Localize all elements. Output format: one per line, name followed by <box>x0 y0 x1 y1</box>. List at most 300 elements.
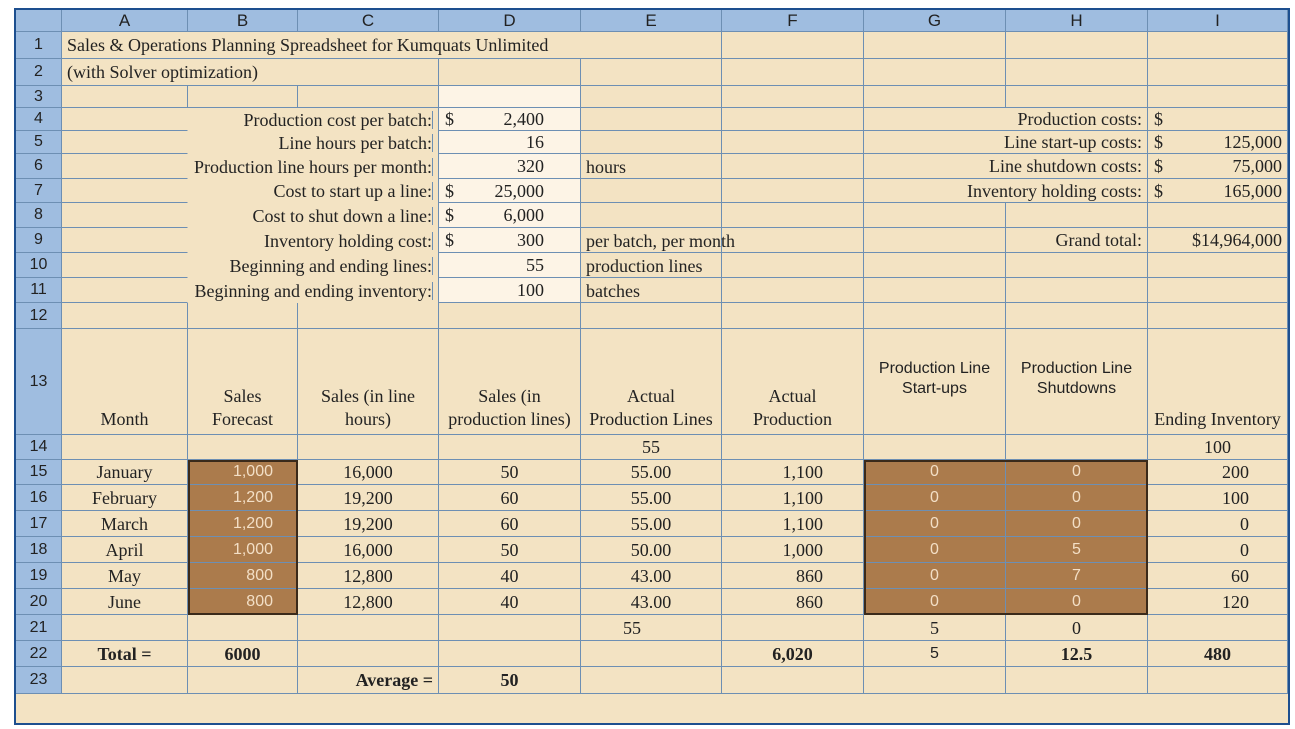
title-cell-text: Sales & Operations Planning Spreadsheet for Kumquats Unlimited <box>67 35 549 55</box>
param-value-4[interactable] <box>439 108 581 131</box>
average-cell-9[interactable] <box>1148 667 1288 694</box>
cell-9-10[interactable] <box>1148 253 1288 278</box>
param-label-6-text: Production line hours per month: <box>194 156 432 177</box>
cell-line-hours-may[interactable] <box>298 563 439 589</box>
cell-shutdowns-may[interactable] <box>1006 563 1148 589</box>
cell-14-1[interactable] <box>62 435 188 460</box>
cell-empty-12-6[interactable] <box>722 303 864 329</box>
param-label-4[interactable] <box>62 108 439 131</box>
row-header-10[interactable] <box>16 253 62 278</box>
row-header-label: 2 <box>34 63 43 80</box>
header-prod-lines[interactable] <box>439 329 581 435</box>
average-cell-1[interactable] <box>62 667 188 694</box>
cost-value-text: 165,000 <box>1223 180 1282 201</box>
row-header-label: 10 <box>29 256 48 273</box>
header-month[interactable] <box>62 329 188 435</box>
param-label-11-text: Beginning and ending inventory: <box>194 280 432 301</box>
cost-value-text: 75,000 <box>1232 156 1282 176</box>
cell-empty-12-2[interactable] <box>188 303 298 329</box>
column-header-i[interactable] <box>1148 10 1288 32</box>
cell-7-12[interactable] <box>864 303 1006 329</box>
row-header-label: 12 <box>29 306 48 324</box>
cell-8-2[interactable] <box>1006 59 1148 86</box>
row-header-label: 8 <box>34 206 43 223</box>
cell-prod-lines-january[interactable] <box>439 460 581 485</box>
row-header-11[interactable] <box>16 278 62 303</box>
cell-empty-3-5[interactable] <box>581 86 722 108</box>
cell-6-8[interactable] <box>722 203 864 228</box>
cell-actual-prod-february[interactable] <box>722 485 864 511</box>
cell-forecast-april-text: 1,000 <box>232 540 273 558</box>
row-header-2[interactable] <box>16 59 62 86</box>
row-header-19[interactable] <box>16 563 62 589</box>
cell-month-february[interactable] <box>62 485 188 511</box>
total-cell-7[interactable] <box>864 641 1006 667</box>
param-value-7[interactable] <box>439 179 581 203</box>
total-cell-3[interactable] <box>298 641 439 667</box>
cell-prod-lines-june[interactable] <box>439 589 581 615</box>
param-label-8[interactable] <box>62 203 439 228</box>
row-header-20[interactable] <box>16 589 62 615</box>
cell-month-january[interactable] <box>62 460 188 485</box>
column-header-c[interactable] <box>298 10 439 32</box>
cell-8-12[interactable] <box>1006 303 1148 329</box>
cell-actual-lines-june[interactable] <box>581 589 722 615</box>
cell-line-hours-june-text: 12,800 <box>343 591 393 612</box>
param-unit-11[interactable] <box>581 278 864 303</box>
cell-line-hours-february[interactable] <box>298 485 439 511</box>
cell-prod-lines-january-text: 50 <box>500 462 519 482</box>
cost-label-5[interactable] <box>864 131 1148 154</box>
cell-21-7[interactable] <box>864 615 1006 641</box>
cell-startups-may[interactable] <box>864 563 1006 589</box>
param-label-4-text: Production cost per batch: <box>243 109 432 130</box>
header-forecast[interactable] <box>188 329 298 435</box>
cell-forecast-june[interactable] <box>188 589 298 615</box>
cell-shutdowns-june-text: 0 <box>1072 592 1081 610</box>
cell-empty-12-3[interactable] <box>298 303 439 329</box>
cost-value-7[interactable] <box>1148 179 1288 203</box>
cell-line-hours-june[interactable] <box>298 589 439 615</box>
cell-14-9-text: 100 <box>1204 437 1231 457</box>
cell-6-2[interactable] <box>722 59 864 86</box>
param-value-11[interactable] <box>439 278 581 303</box>
cell-line-hours-january[interactable] <box>298 460 439 485</box>
cell-ending-inv-january[interactable] <box>1148 460 1288 485</box>
cell-ending-inv-april[interactable] <box>1148 537 1288 563</box>
cell-prod-lines-may[interactable] <box>439 563 581 589</box>
total-cell-9[interactable] <box>1148 641 1288 667</box>
row-header-13[interactable] <box>16 329 62 435</box>
header-shutdowns-text: Production Line Shutdowns <box>1020 360 1133 397</box>
header-prod-lines-text: Sales (in production lines) <box>448 386 571 429</box>
header-line-hours-text: Sales (in line hours) <box>321 386 415 429</box>
cell-ending-inv-march[interactable] <box>1148 511 1288 537</box>
dollar-sign: $ <box>445 109 454 129</box>
cell-empty-3-1[interactable] <box>62 86 188 108</box>
total-cell-9-text: 480 <box>1204 643 1231 664</box>
param-unit-9-text: per batch, per month <box>586 230 735 251</box>
param-label-10-text: Beginning and ending lines: <box>229 255 432 276</box>
param-value-9[interactable] <box>439 228 581 253</box>
param-value-text: 16 <box>526 132 544 152</box>
column-header-d[interactable] <box>439 10 581 32</box>
cell-month-may[interactable] <box>62 563 188 589</box>
total-cell-1[interactable] <box>62 641 188 667</box>
cell-actual-lines-february[interactable] <box>581 485 722 511</box>
cell-forecast-february[interactable] <box>188 485 298 511</box>
average-cell-4[interactable] <box>439 667 581 694</box>
cell-ending-inv-february[interactable] <box>1148 485 1288 511</box>
cell-6-4[interactable] <box>722 108 864 131</box>
param-label-5-text: Line hours per batch: <box>278 132 432 153</box>
row-header-1[interactable] <box>16 32 62 59</box>
row-header-label: 16 <box>29 488 48 506</box>
cell-21-5[interactable] <box>581 615 722 641</box>
column-header-label: H <box>1070 11 1083 30</box>
cell-month-april[interactable] <box>62 537 188 563</box>
row-header-23[interactable] <box>16 667 62 694</box>
row-header-6[interactable] <box>16 154 62 179</box>
header-actual-prod[interactable] <box>722 329 864 435</box>
cell-actual-lines-february-text: 55.00 <box>630 487 672 508</box>
param-label-5[interactable] <box>62 131 439 154</box>
cell-actual-lines-april[interactable] <box>581 537 722 563</box>
cell-actual-prod-april-text: 1,000 <box>782 539 823 560</box>
title-cell[interactable] <box>62 32 722 59</box>
cell-forecast-june-text: 800 <box>246 592 273 610</box>
param-value-text: 320 <box>517 156 544 176</box>
cell-shutdowns-april[interactable] <box>1006 537 1148 563</box>
cell-8-10[interactable] <box>1006 253 1148 278</box>
cell-startups-april-text: 0 <box>930 540 939 558</box>
cell-startups-march-text: 0 <box>930 514 939 532</box>
header-ending-inv[interactable] <box>1148 329 1288 435</box>
param-value-text: 2,400 <box>503 109 544 129</box>
row-header-label: 21 <box>29 618 48 636</box>
cell-actual-lines-january-text: 55.00 <box>630 462 672 482</box>
total-cell-2[interactable] <box>188 641 298 667</box>
subtitle-cell[interactable] <box>62 59 439 86</box>
cell-7-2[interactable] <box>864 59 1006 86</box>
row-header-3[interactable] <box>16 86 62 108</box>
cell-5-8[interactable] <box>581 203 722 228</box>
cell-14-7[interactable] <box>864 435 1006 460</box>
column-header-f[interactable] <box>722 10 864 32</box>
cell-line-hours-may-text: 12,800 <box>343 565 393 586</box>
cell-14-8[interactable] <box>1006 435 1148 460</box>
cell-shutdowns-february[interactable] <box>1006 485 1148 511</box>
cell-21-1[interactable] <box>62 615 188 641</box>
cell-14-4[interactable] <box>439 435 581 460</box>
row-header-14[interactable] <box>16 435 62 460</box>
cell-shutdowns-january[interactable] <box>1006 460 1148 485</box>
cell-month-june-text: June <box>108 591 141 612</box>
cell-9-12[interactable] <box>1148 303 1288 329</box>
cell-8-8[interactable] <box>1006 203 1148 228</box>
dollar-sign: $ <box>445 230 454 250</box>
cell-21-9[interactable] <box>1148 615 1288 641</box>
cell-actual-prod-january[interactable] <box>722 460 864 485</box>
cell-ending-inv-may-text: 60 <box>1231 565 1249 586</box>
param-label-7[interactable] <box>62 179 439 203</box>
cell-7-8[interactable] <box>864 203 1006 228</box>
cell-9-8[interactable] <box>1148 203 1288 228</box>
row-header-label: 23 <box>29 671 48 688</box>
param-value-8[interactable] <box>439 203 581 228</box>
cell-month-june[interactable] <box>62 589 188 615</box>
dollar-sign: $ <box>1154 109 1163 129</box>
cell-shutdowns-january-text: 0 <box>1072 463 1081 480</box>
cell-ending-inv-may[interactable] <box>1148 563 1288 589</box>
row-header-label: 6 <box>34 157 43 174</box>
cell-actual-prod-june-text: 860 <box>796 591 823 612</box>
cell-ending-inv-january-text: 200 <box>1222 462 1249 482</box>
cell-forecast-march[interactable] <box>188 511 298 537</box>
header-shutdowns[interactable] <box>1006 329 1148 435</box>
cell-21-4[interactable] <box>439 615 581 641</box>
average-cell-8[interactable] <box>1006 667 1148 694</box>
grand-total-value[interactable] <box>1148 228 1288 253</box>
cell-shutdowns-march[interactable] <box>1006 511 1148 537</box>
param-unit-6-text: hours <box>586 156 626 177</box>
column-header-h[interactable] <box>1006 10 1148 32</box>
cell-prod-lines-march[interactable] <box>439 511 581 537</box>
average-cell-5[interactable] <box>581 667 722 694</box>
row-header-label: 5 <box>34 133 43 150</box>
row-header-9[interactable] <box>16 228 62 253</box>
total-cell-6-text: 6,020 <box>772 643 813 664</box>
total-cell-1-text: Total = <box>97 643 152 664</box>
average-cell-3[interactable] <box>298 667 439 694</box>
row-header-label: 19 <box>29 566 48 584</box>
row-header-4[interactable] <box>16 108 62 131</box>
dollar-sign: $ <box>1154 180 1163 201</box>
cell-21-2[interactable] <box>188 615 298 641</box>
cell-6-1[interactable] <box>722 32 864 59</box>
cell-empty-3-7[interactable] <box>864 86 1006 108</box>
cell-7-1[interactable] <box>864 32 1006 59</box>
cell-14-9[interactable] <box>1148 435 1288 460</box>
param-value-text: 55 <box>526 255 544 275</box>
row-header-22[interactable] <box>16 641 62 667</box>
cost-value-5[interactable] <box>1148 131 1288 154</box>
column-header-label: B <box>236 11 249 30</box>
cell-actual-lines-march[interactable] <box>581 511 722 537</box>
cell-21-8[interactable] <box>1006 615 1148 641</box>
cell-startups-january-text: 0 <box>930 463 939 480</box>
cell-month-march[interactable] <box>62 511 188 537</box>
cell-shutdowns-april-text: 5 <box>1072 540 1081 558</box>
cell-shutdowns-june[interactable] <box>1006 589 1148 615</box>
param-label-10[interactable] <box>62 253 439 278</box>
cell-startups-march[interactable] <box>864 511 1006 537</box>
cell-prod-lines-april[interactable] <box>439 537 581 563</box>
cell-actual-lines-may[interactable] <box>581 563 722 589</box>
row-header-17[interactable] <box>16 511 62 537</box>
cell-21-3[interactable] <box>298 615 439 641</box>
total-cell-4[interactable] <box>439 641 581 667</box>
column-header-label: E <box>645 11 657 30</box>
cell-month-january-text: January <box>96 462 153 482</box>
column-header-a[interactable] <box>62 10 188 32</box>
row-header-label: 22 <box>29 644 48 662</box>
cell-startups-april[interactable] <box>864 537 1006 563</box>
dollar-sign: $ <box>445 180 454 201</box>
row-header-label: 11 <box>30 281 47 298</box>
select-all-corner[interactable] <box>16 10 62 32</box>
cell-ending-inv-march-text: 0 <box>1240 513 1249 534</box>
param-unit-10[interactable] <box>581 253 864 278</box>
total-cell-6[interactable] <box>722 641 864 667</box>
header-actual-lines[interactable] <box>581 329 722 435</box>
param-value-6[interactable] <box>439 154 581 179</box>
cell-empty-12-4[interactable] <box>439 303 581 329</box>
grand-total-label-text: Grand total: <box>1055 230 1142 250</box>
cell-5-5[interactable] <box>581 131 722 154</box>
cell-forecast-january-text: 1,000 <box>232 463 273 480</box>
average-cell-6[interactable] <box>722 667 864 694</box>
cell-startups-may-text: 0 <box>930 566 939 584</box>
cell-empty-3-4[interactable] <box>439 86 581 108</box>
cell-14-3[interactable] <box>298 435 439 460</box>
cell-line-hours-march[interactable] <box>298 511 439 537</box>
cell-actual-prod-may[interactable] <box>722 563 864 589</box>
param-unit-6[interactable] <box>581 154 864 179</box>
row-header-label: 18 <box>29 540 48 558</box>
cell-ending-inv-april-text: 0 <box>1240 539 1249 560</box>
cell-14-5[interactable] <box>581 435 722 460</box>
cell-g-9[interactable] <box>864 228 1006 253</box>
row-header-label: 4 <box>34 110 43 127</box>
cost-label-7[interactable] <box>864 179 1148 203</box>
row-header-21[interactable] <box>16 615 62 641</box>
cell-4-2[interactable] <box>439 59 581 86</box>
cell-prod-lines-june-text: 40 <box>500 591 519 612</box>
cost-label-4[interactable] <box>864 108 1148 131</box>
cell-month-march-text: March <box>101 513 148 534</box>
row-header-label: 20 <box>29 592 48 610</box>
cell-actual-prod-april[interactable] <box>722 537 864 563</box>
grand-total-label[interactable] <box>1006 228 1148 253</box>
cell-prod-lines-april-text: 50 <box>500 539 519 560</box>
cell-7-10[interactable] <box>864 253 1006 278</box>
cell-actual-lines-june-text: 43.00 <box>630 591 672 612</box>
cell-shutdowns-may-text: 7 <box>1072 566 1081 584</box>
cell-empty-3-6[interactable] <box>722 86 864 108</box>
cell-5-2[interactable] <box>581 59 722 86</box>
total-cell-5[interactable] <box>581 641 722 667</box>
param-label-6[interactable] <box>62 154 439 179</box>
cell-actual-prod-june[interactable] <box>722 589 864 615</box>
row-header-5[interactable] <box>16 131 62 154</box>
header-actual-lines-text: Actual Production Lines <box>589 386 713 429</box>
cell-actual-prod-march[interactable] <box>722 511 864 537</box>
cell-empty-12-5[interactable] <box>581 303 722 329</box>
cell-6-5[interactable] <box>722 131 864 154</box>
cell-startups-january[interactable] <box>864 460 1006 485</box>
cell-prod-lines-march-text: 60 <box>500 513 519 534</box>
cell-5-4[interactable] <box>581 108 722 131</box>
row-header-18[interactable] <box>16 537 62 563</box>
cost-value-text: 125,000 <box>1223 132 1282 152</box>
cell-6-7[interactable] <box>722 179 864 203</box>
row-header-label: 1 <box>34 36 43 53</box>
row-header-8[interactable] <box>16 203 62 228</box>
cell-9-1[interactable] <box>1148 32 1288 59</box>
cell-prod-lines-february[interactable] <box>439 485 581 511</box>
cell-9-11[interactable] <box>1148 278 1288 303</box>
cell-forecast-may[interactable] <box>188 563 298 589</box>
param-label-9[interactable] <box>62 228 439 253</box>
average-cell-7[interactable] <box>864 667 1006 694</box>
param-value-5[interactable] <box>439 131 581 154</box>
param-value-10[interactable] <box>439 253 581 278</box>
param-label-11[interactable] <box>62 278 439 303</box>
column-header-g[interactable] <box>864 10 1006 32</box>
cell-21-8-text: 0 <box>1072 617 1081 638</box>
cell-actual-lines-march-text: 55.00 <box>630 513 672 534</box>
average-cell-2[interactable] <box>188 667 298 694</box>
cell-14-6[interactable] <box>722 435 864 460</box>
row-header-7[interactable] <box>16 179 62 203</box>
cell-ending-inv-june[interactable] <box>1148 589 1288 615</box>
cell-forecast-april[interactable] <box>188 537 298 563</box>
column-header-b[interactable] <box>188 10 298 32</box>
cell-7-11[interactable] <box>864 278 1006 303</box>
cost-value-4[interactable] <box>1148 108 1288 131</box>
cell-line-hours-january-text: 16,000 <box>343 462 393 482</box>
row-header-label: 13 <box>29 372 48 390</box>
cost-label-6[interactable] <box>864 154 1148 179</box>
cell-21-6[interactable] <box>722 615 864 641</box>
header-forecast-text: Sales Forecast <box>212 386 273 429</box>
header-startups-text: Production Line Start-ups <box>878 360 991 397</box>
column-header-e[interactable] <box>581 10 722 32</box>
row-header-16[interactable] <box>16 485 62 511</box>
cell-empty-3-3[interactable] <box>298 86 439 108</box>
cell-empty-3-2[interactable] <box>188 86 298 108</box>
cost-value-6[interactable] <box>1148 154 1288 179</box>
cell-actual-lines-january[interactable] <box>581 460 722 485</box>
header-line-hours[interactable] <box>298 329 439 435</box>
param-value-text: 25,000 <box>494 180 544 201</box>
cell-9-2[interactable] <box>1148 59 1288 86</box>
cell-shutdowns-march-text: 0 <box>1072 514 1081 532</box>
cell-5-7[interactable] <box>581 179 722 203</box>
cell-8-11[interactable] <box>1006 278 1148 303</box>
header-month-text: Month <box>100 408 149 429</box>
cell-line-hours-april[interactable] <box>298 537 439 563</box>
row-header-label: 17 <box>29 514 48 532</box>
cell-8-1[interactable] <box>1006 32 1148 59</box>
cell-14-2[interactable] <box>188 435 298 460</box>
cell-empty-12-1[interactable] <box>62 303 188 329</box>
cell-startups-june[interactable] <box>864 589 1006 615</box>
cell-prod-lines-may-text: 40 <box>500 565 519 586</box>
cell-startups-february-text: 0 <box>930 488 939 506</box>
header-startups[interactable] <box>864 329 1006 435</box>
param-unit-9[interactable] <box>581 228 864 253</box>
cell-empty-3-8[interactable] <box>1006 86 1148 108</box>
total-cell-8[interactable] <box>1006 641 1148 667</box>
average-cell-3-text: Average = <box>355 670 433 690</box>
cell-empty-3-9[interactable] <box>1148 86 1288 108</box>
cell-forecast-january[interactable] <box>188 460 298 485</box>
cell-startups-february[interactable] <box>864 485 1006 511</box>
row-header-15[interactable] <box>16 460 62 485</box>
row-header-12[interactable] <box>16 303 62 329</box>
